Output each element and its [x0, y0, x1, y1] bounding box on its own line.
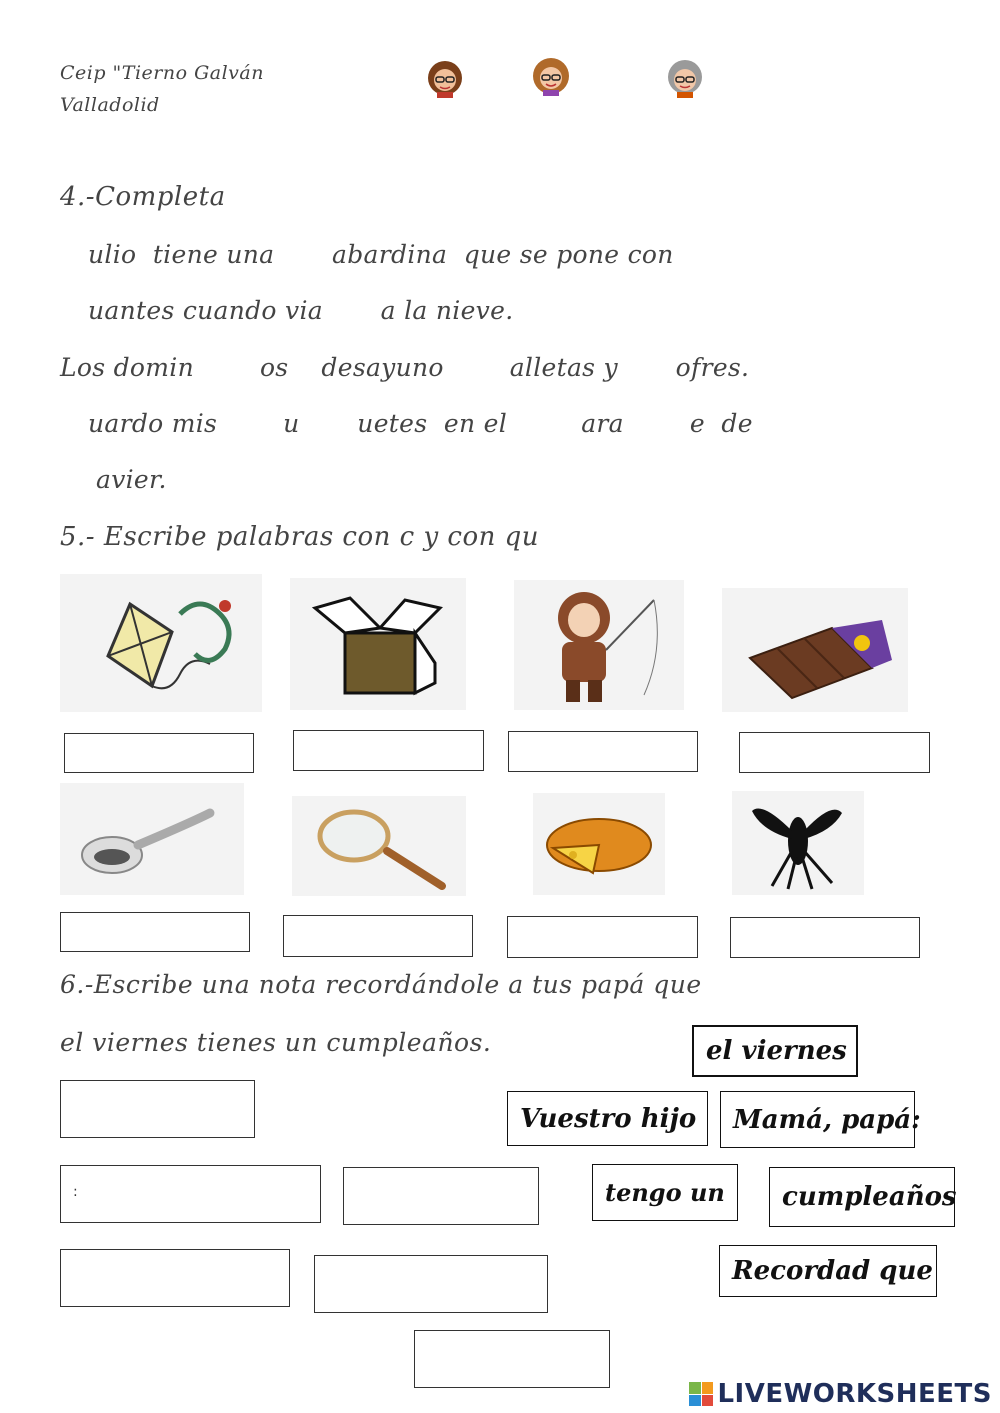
racket-picture [292, 796, 466, 896]
drop-box-4[interactable] [60, 1249, 290, 1307]
exercise-4-line-4: uardo mis u uetes en el ara e de [88, 409, 753, 438]
exercise-6-title-line-1: 6.-Escribe una nota recordándole a tus papá que [60, 970, 702, 999]
eskimo-fishing-picture [514, 580, 684, 710]
tile-recordad-que[interactable]: Recordad que [719, 1245, 937, 1297]
spoon-picture [60, 783, 244, 895]
answer-box-spoon[interactable] [60, 912, 250, 952]
answer-box-racket[interactable] [283, 915, 473, 957]
tile-vuestro-hijo[interactable]: Vuestro hijo [507, 1091, 708, 1146]
exercise-4-line-1: ulio tiene una abardina que se pone con [88, 240, 674, 269]
answer-box-box[interactable] [293, 730, 484, 771]
answer-box-kite[interactable] [64, 733, 254, 773]
tile-tengo-un[interactable]: tengo un [592, 1164, 738, 1221]
kite-picture [60, 574, 262, 712]
answer-box-mosquito[interactable] [730, 917, 920, 958]
teacher-avatar-3-icon [664, 58, 706, 100]
teacher-avatar-1-icon [424, 58, 466, 100]
exercise-6-title-line-2: el viernes tienes un cumpleaños. [60, 1028, 492, 1057]
liveworksheets-brand [689, 1379, 992, 1409]
exercise-4-line-2: uantes cuando via a la nieve. [88, 296, 514, 325]
chocolate-picture [722, 588, 908, 712]
exercise-4-line-3: Los domin os desayuno alletas y ofres. [60, 353, 750, 382]
exercise-4-line-5: avier. [96, 465, 167, 494]
answer-box-cheese[interactable] [507, 916, 698, 958]
exercise-4-title: 4.-Completa [60, 182, 226, 212]
drop-box-1[interactable] [60, 1080, 255, 1138]
liveworksheets-logo-icon [689, 1382, 713, 1406]
tile-mama-papa[interactable]: Mamá, papá: [720, 1091, 915, 1148]
cheese-picture [533, 793, 665, 895]
tile-cumpleanos[interactable]: cumpleaños [769, 1167, 955, 1227]
school-name: Ceip "Tierno Galván [60, 62, 264, 84]
answer-box-eskimo[interactable] [508, 731, 698, 772]
mosquito-picture [732, 791, 864, 895]
answer-box-chocolate[interactable] [739, 732, 930, 773]
drop-box-5[interactable] [314, 1255, 548, 1313]
brand-name: LIVEWORKSHEETS [717, 1379, 992, 1409]
drop-box-3[interactable] [343, 1167, 539, 1225]
tile-el-viernes[interactable]: el viernes [692, 1025, 858, 1077]
exercise-5-title: 5.- Escribe palabras con c y con qu [60, 522, 540, 552]
drop-box-2[interactable]: : [60, 1165, 321, 1223]
drop-box-6[interactable] [414, 1330, 610, 1388]
box-picture [290, 578, 466, 710]
city-name: Valladolid [60, 94, 160, 116]
teacher-avatar-2-icon [530, 56, 572, 98]
